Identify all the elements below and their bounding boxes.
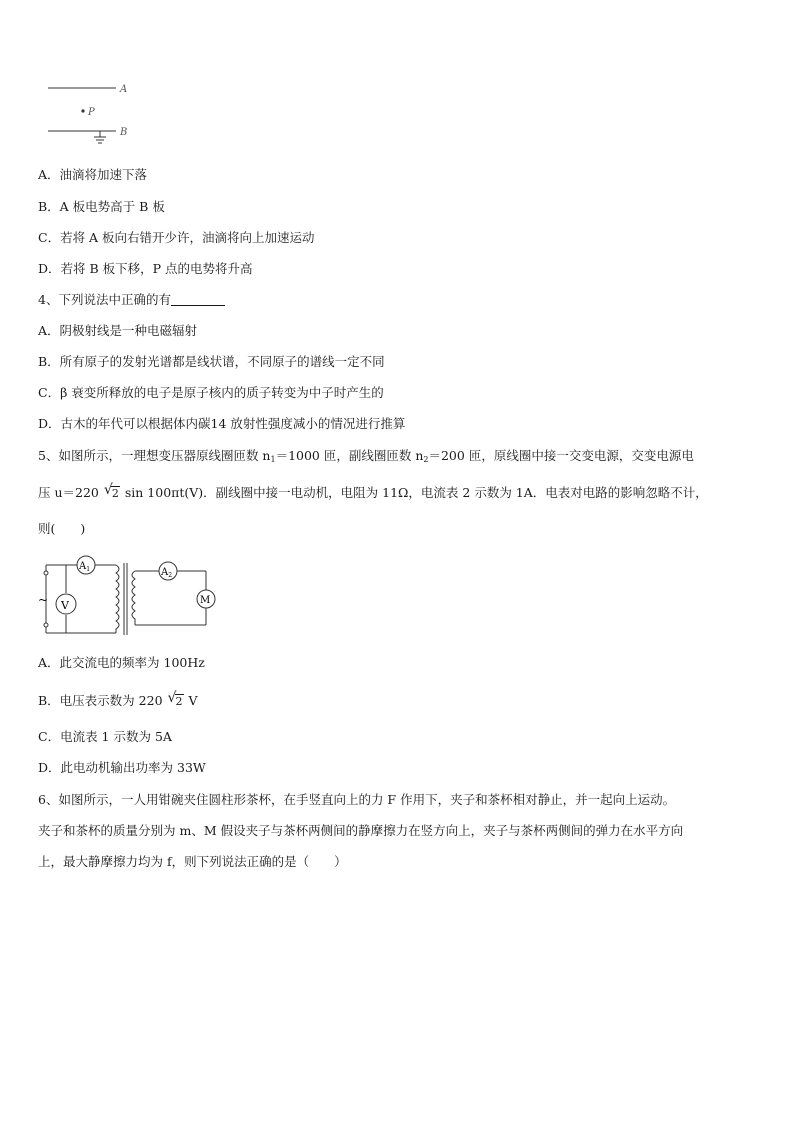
plate-a-label: A: [120, 84, 128, 95]
q5-stem-part: ＝200 匝，原线圈中接一交变电源，交变电源电: [428, 448, 694, 463]
q6-stem-line3: 上，最大静摩擦力均为 f，则下列说法正确的是（ ）: [38, 854, 347, 869]
q4-option-c: C．β 衰变所释放的电子是原子核内的质子转变为中子时产生的: [38, 385, 384, 400]
q5-stem-line1: [38, 448, 694, 468]
q5-stem-line2: [38, 482, 708, 502]
plate-b-label: B: [120, 127, 128, 138]
sqrt-symbol: √ 2: [167, 690, 183, 708]
ammeter-2-label: $A_2$: [161, 567, 173, 579]
q5-option-b-text: B．电压表示数为 220: [38, 693, 163, 708]
primary-coil: [116, 565, 119, 633]
q6-stem-line1: 6、如图所示，一人用钳碗夹住圆柱形茶杯，在手竖直向上的力 F 作用下，夹子和茶杯相对静止，并一起向上运动。: [38, 792, 676, 807]
ac-source-icon: ~: [38, 593, 49, 607]
q4-option-d: D．古木的年代可以根据体内碳14 放射性强度减小的情况进行推算: [38, 416, 406, 431]
sqrt-symbol: √ 2: [103, 482, 119, 500]
q4-stem-text: 4、下列说法中正确的有: [38, 292, 171, 307]
q3-option-d: D．若将 B 板下移，P 点的电势将升高: [38, 261, 253, 276]
secondary-coil: [132, 571, 135, 625]
q4-stem: [38, 292, 225, 308]
capacitor-figure: [38, 78, 178, 148]
q4-option-b: B．所有原子的发射光谱都是线状谱，不同原子的谱线一定不同: [38, 354, 385, 369]
answer-blank: [171, 293, 225, 306]
transformer-circuit-figure: [38, 553, 238, 643]
q6-stem-line2: 夹子和茶杯的质量分别为 m、M 假设夹子与茶杯两侧间的静摩擦力在竖方向上，夹子与茶杯两侧间的弹力在水平方向: [38, 823, 684, 838]
sqrt-radicand: 2: [111, 487, 119, 500]
q5-option-a: A．此交流电的频率为 100Hz: [38, 655, 205, 670]
point-p: [81, 109, 84, 112]
q5-stem-part: sin 100πt(V)．副线圈中接一电动机，电阻为 11Ω，电流表 2 示数为 1A．电表对电路的影响忽略不计，: [124, 485, 708, 500]
ac-terminal-bottom: [44, 623, 48, 627]
q5-stem-line3: 则( ): [38, 521, 86, 536]
ammeter-1-label: $A_1$: [79, 561, 91, 573]
ac-terminal-top: [44, 571, 48, 575]
q4-option-a: A．阴极射线是一种电磁辐射: [38, 323, 198, 338]
voltmeter-label: V: [61, 599, 69, 612]
q5-option-b: [38, 690, 198, 710]
sqrt-radicand: 2: [175, 695, 183, 708]
n1-subscript: 1: [270, 455, 276, 464]
q3-option-a: A．油滴将加速下落: [38, 167, 148, 182]
q5-stem-part: ＝1000 匝，副线圈匝数 n: [275, 448, 424, 463]
q5-option-c: C．电流表 1 示数为 5A: [38, 729, 172, 744]
q5-option-d: D．此电动机输出功率为 33W: [38, 760, 206, 775]
q5-option-b-unit: V: [188, 693, 198, 708]
q5-stem-part: 5、如图所示，一理想变压器原线圈匝数 n: [38, 448, 271, 463]
motor-label: M: [200, 595, 211, 606]
q5-stem-part: 压 u＝220: [38, 485, 99, 500]
n2-subscript: 2: [423, 455, 429, 464]
point-p-label: P: [88, 107, 95, 118]
q3-option-b: B．A 板电势高于 B 板: [38, 199, 165, 214]
q3-option-c: C．若将 A 板向右错开少许，油滴将向上加速运动: [38, 230, 315, 245]
